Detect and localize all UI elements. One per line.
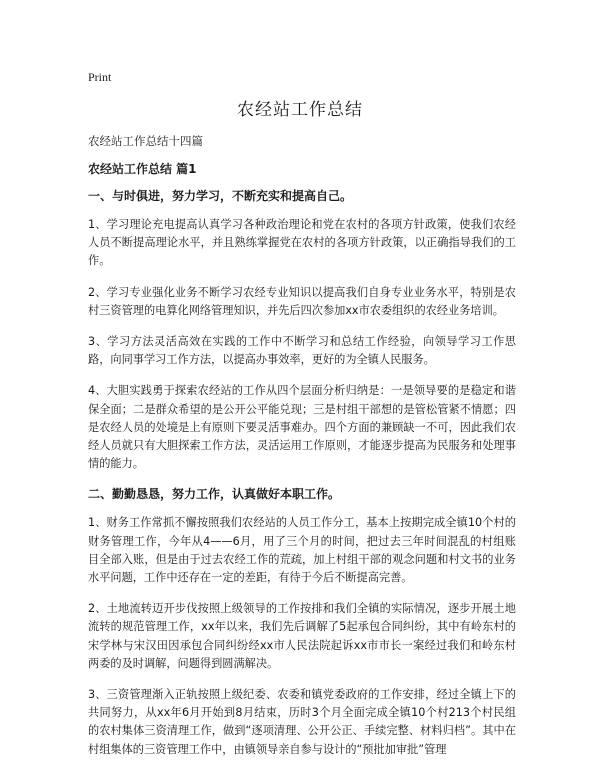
page-title: 农经站工作总结 bbox=[237, 100, 363, 120]
paragraph: 1、学习理论充电提高认真学习各种政治理论和党在农村的各项方针政策，使我们农经人员不断提高理论水平，并且熟练掌握党在农村的各项方针政策，以正确指导我们的工作。 bbox=[88, 218, 516, 268]
paragraph: 2、土地流转迈开步伐按照上级领导的工作按排和我们全镇的实际情况，逐步开展土地流转的规范管理工作，xx年以来，我们先后调解了5起承包合同纠纷，其中有岭东村的宋学林与宋汉田因承包合同纠纷经xx市人民法院起诉xx市市长一案经过我们和岭东村两委的及时调解，问题得到圆满解决。 bbox=[88, 602, 516, 670]
paragraph: 3、学习方法灵活高效在实践的工作中不断学习和总结工作经验，向领导学习工作思路，向同事学习工作方法，以提高办事效率，更好的为全镇人民服务。 bbox=[88, 335, 516, 367]
paragraph: 4、大胆实践勇于探索农经站的工作从四个层面分析归纳是：一是领导要的是稳定和谐保全面；二是群众希望的是公开公平能兑现；三是村组干部想的是管松管紧不情愿；四是农经人员的处境是上有原则下要灵活事难办。四个方面的兼顾缺一不可，因此我们农经人员就只有大胆探索工作方法，灵活运用工作原则，才能逐步提高为民服务和处理事情的能力。 bbox=[88, 384, 516, 471]
article-heading: 农经站工作总结 篇1 bbox=[88, 162, 197, 176]
paragraph: 3、三资管理渐入正轨按照上级纪委、农委和镇党委政府的工作安排，经过全镇上下的共同努力，从xx年6月开始到8月结束，历时3个月全面完成全镇10个村213个村民组的农村集体三资清理工作，做到“逐项清理、公开公正、手续完整、材料归档”。其中在村组集体的三资管理工作中，由镇领导亲自参与设计的“预批加审批”管理 bbox=[88, 688, 516, 756]
section-heading: 一、与时俱进，努力学习，不断充实和提高自己。 bbox=[88, 189, 353, 203]
paragraph: 2、学习专业强化业务不断学习农经专业知识以提高我们自身专业业务水平，特别是农村三资管理的电算化网络管理知识，并先后四次参加xx市农委组织的农经业务培训。 bbox=[88, 285, 516, 317]
section-heading: 二、勤勤恳恳，努力工作，认真做好本职工作。 bbox=[88, 487, 341, 502]
print-link[interactable]: Print bbox=[88, 70, 112, 84]
document-subtitle: 农经站工作总结十四篇 bbox=[88, 134, 203, 148]
paragraph: 1、财务工作常抓不懈按照我们农经站的人员工作分工，基本上按期完成全镇10个村的财务管理工作，今年从4——6月，用了三个月的时间，把过去三年时间混乱的村组账目全部入账，但是由于过去农经工作的荒疏，加上村组干部的观念问题和村文书的业务水平问题，工作中还存在一定的差距，有待于今后不断提高完善。 bbox=[88, 516, 516, 585]
document-body bbox=[88, 133, 516, 772]
